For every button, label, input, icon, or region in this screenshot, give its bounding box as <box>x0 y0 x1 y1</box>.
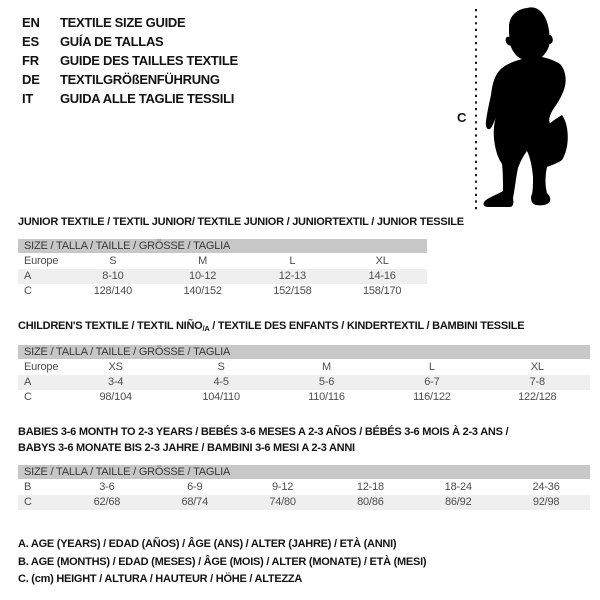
height-marker-label: C <box>457 110 467 125</box>
row-label: C <box>24 496 32 508</box>
height-cell: 92/98 <box>532 496 560 508</box>
children-size-table <box>18 345 590 405</box>
height-cell: 128/140 <box>93 285 133 297</box>
size-header-bar: SIZE / TALLA / TAILLE / GRÖSSE / TAGLIA <box>18 465 590 479</box>
babies-title-line2: BABYS 3-6 MONATE BIS 2-3 JAHRE / BAMBINI 3-6 MESI A 2-3 ANNI <box>18 441 355 454</box>
row-label: B <box>24 481 32 493</box>
age-cell: 12-13 <box>278 270 306 282</box>
height-cell: 110/116 <box>308 391 345 403</box>
row-label: A <box>24 376 32 388</box>
table-row <box>18 375 590 390</box>
row-label: Europe <box>24 361 59 373</box>
age-cell: 8-10 <box>102 270 124 282</box>
age-cell: 9-12 <box>271 481 294 493</box>
row-label: Europe <box>24 255 59 267</box>
height-cell: 68/74 <box>181 496 208 508</box>
size-cell: XL <box>530 361 544 373</box>
height-cell: 116/122 <box>413 391 451 403</box>
height-cell: 86/92 <box>444 496 472 508</box>
babies-textile-title <box>18 425 518 456</box>
size-cell: XS <box>108 361 123 373</box>
junior-size-table <box>18 239 427 299</box>
height-cell: 122/128 <box>518 391 557 403</box>
age-cell: 4-5 <box>213 376 229 388</box>
row-label: C <box>24 285 32 297</box>
language-row-es <box>22 32 238 51</box>
language-code: DE <box>22 72 40 87</box>
language-title: TEXTILE SIZE GUIDE <box>60 15 186 30</box>
row-label: C <box>24 391 32 403</box>
height-cell: 98/104 <box>99 391 132 403</box>
height-measure-figure <box>450 2 598 214</box>
age-cell: 12-18 <box>356 481 384 493</box>
table-row <box>18 254 427 269</box>
toddler-figure-svg <box>450 2 598 214</box>
title-part: CHILDREN'S TEXTILE / TEXTIL NIÑO <box>18 320 203 332</box>
height-cell: 74/80 <box>269 496 296 508</box>
size-cell: S <box>109 255 117 267</box>
language-title: GUÍA DE TALLAS <box>60 34 164 49</box>
footnote-age-years: A. AGE (YEARS) / EDAD (AÑOS) / ÂGE (ANS) / ALTER (JAHRE) / ETÀ (ANNI) <box>18 538 397 550</box>
age-cell: 5-6 <box>318 376 335 388</box>
legend-footnotes <box>18 536 426 589</box>
age-cell: 6-9 <box>187 481 203 493</box>
size-cell: M <box>198 255 208 267</box>
language-title: TEXTILGRÖßENFÜHRUNG <box>60 72 220 87</box>
table-row <box>18 495 590 510</box>
table-row <box>18 360 590 375</box>
toddler-silhouette-icon <box>484 7 568 207</box>
size-header-bar: SIZE / TALLA / TAILLE / GRÖSSE / TAGLIA <box>18 239 427 253</box>
language-code: EN <box>22 15 40 30</box>
height-cell: 80/86 <box>357 496 384 508</box>
language-code: ES <box>22 34 39 49</box>
language-title-list <box>22 13 238 108</box>
size-cell: L <box>289 255 296 267</box>
language-row-fr <box>22 51 238 70</box>
language-row-en <box>22 13 238 32</box>
table-row <box>18 284 427 299</box>
title-part: / TEXTILE DES ENFANTS / KINDERTEXTIL / BAMBINI TESSILE <box>209 320 525 332</box>
size-cell: XL <box>375 255 389 267</box>
age-cell: 6-7 <box>424 376 440 388</box>
language-title: GUIDE DES TAILLES TEXTILE <box>60 53 238 68</box>
babies-size-table <box>18 465 590 510</box>
age-cell: 3-4 <box>108 376 124 388</box>
age-cell: 7-8 <box>529 376 545 388</box>
row-label: A <box>24 270 32 282</box>
age-cell: 24-36 <box>532 481 560 493</box>
height-cell: 62/68 <box>93 496 121 508</box>
junior-textile-title: JUNIOR TEXTILE / TEXTIL JUNIOR/ TEXTILE JUNIOR / JUNIORTEXTIL / JUNIOR TESSILE <box>18 216 464 228</box>
children-textile-title <box>18 320 524 333</box>
height-cell: 140/152 <box>183 285 222 297</box>
size-cell: S <box>217 361 225 373</box>
height-cell: 104/110 <box>202 391 240 403</box>
footnote-age-months: B. AGE (MONTHS) / EDAD (MESES) / ÂGE (MOIS) / ALTER (MONATE) / ETÀ (MESI) <box>18 555 427 568</box>
size-header-bar: SIZE / TALLA / TAILLE / GRÖSSE / TAGLIA <box>18 345 590 359</box>
age-cell: 3-6 <box>99 481 115 493</box>
age-cell: 10-12 <box>189 270 217 282</box>
age-cell: 14-16 <box>368 270 396 282</box>
table-row <box>18 390 590 405</box>
language-row-de <box>22 70 238 89</box>
footnote-height-cm: C. (cm) HEIGHT / ALTURA / HAUTEUR / HÖHE / ALTEZZA <box>18 573 303 585</box>
height-cell: 158/170 <box>362 285 402 297</box>
table-row <box>18 269 427 284</box>
language-title: GUIDA ALLE TAGLIE TESSILI <box>60 91 235 106</box>
size-cell: M <box>322 361 331 373</box>
age-cell: 18-24 <box>444 481 472 493</box>
height-cell: 152/158 <box>273 285 312 297</box>
title-subscript: /A <box>202 324 210 333</box>
language-code: IT <box>22 91 34 106</box>
size-cell: L <box>428 361 435 373</box>
language-code: FR <box>22 53 39 68</box>
table-row <box>18 480 590 495</box>
babies-title-line1: BABIES 3-6 MONTH TO 2-3 YEARS / BEBÉS 3-6 MESES A 2-3 AÑOS / BÉBÉS 3-6 MOIS À 2-3 ANS / <box>18 426 509 438</box>
language-row-it <box>22 89 238 108</box>
